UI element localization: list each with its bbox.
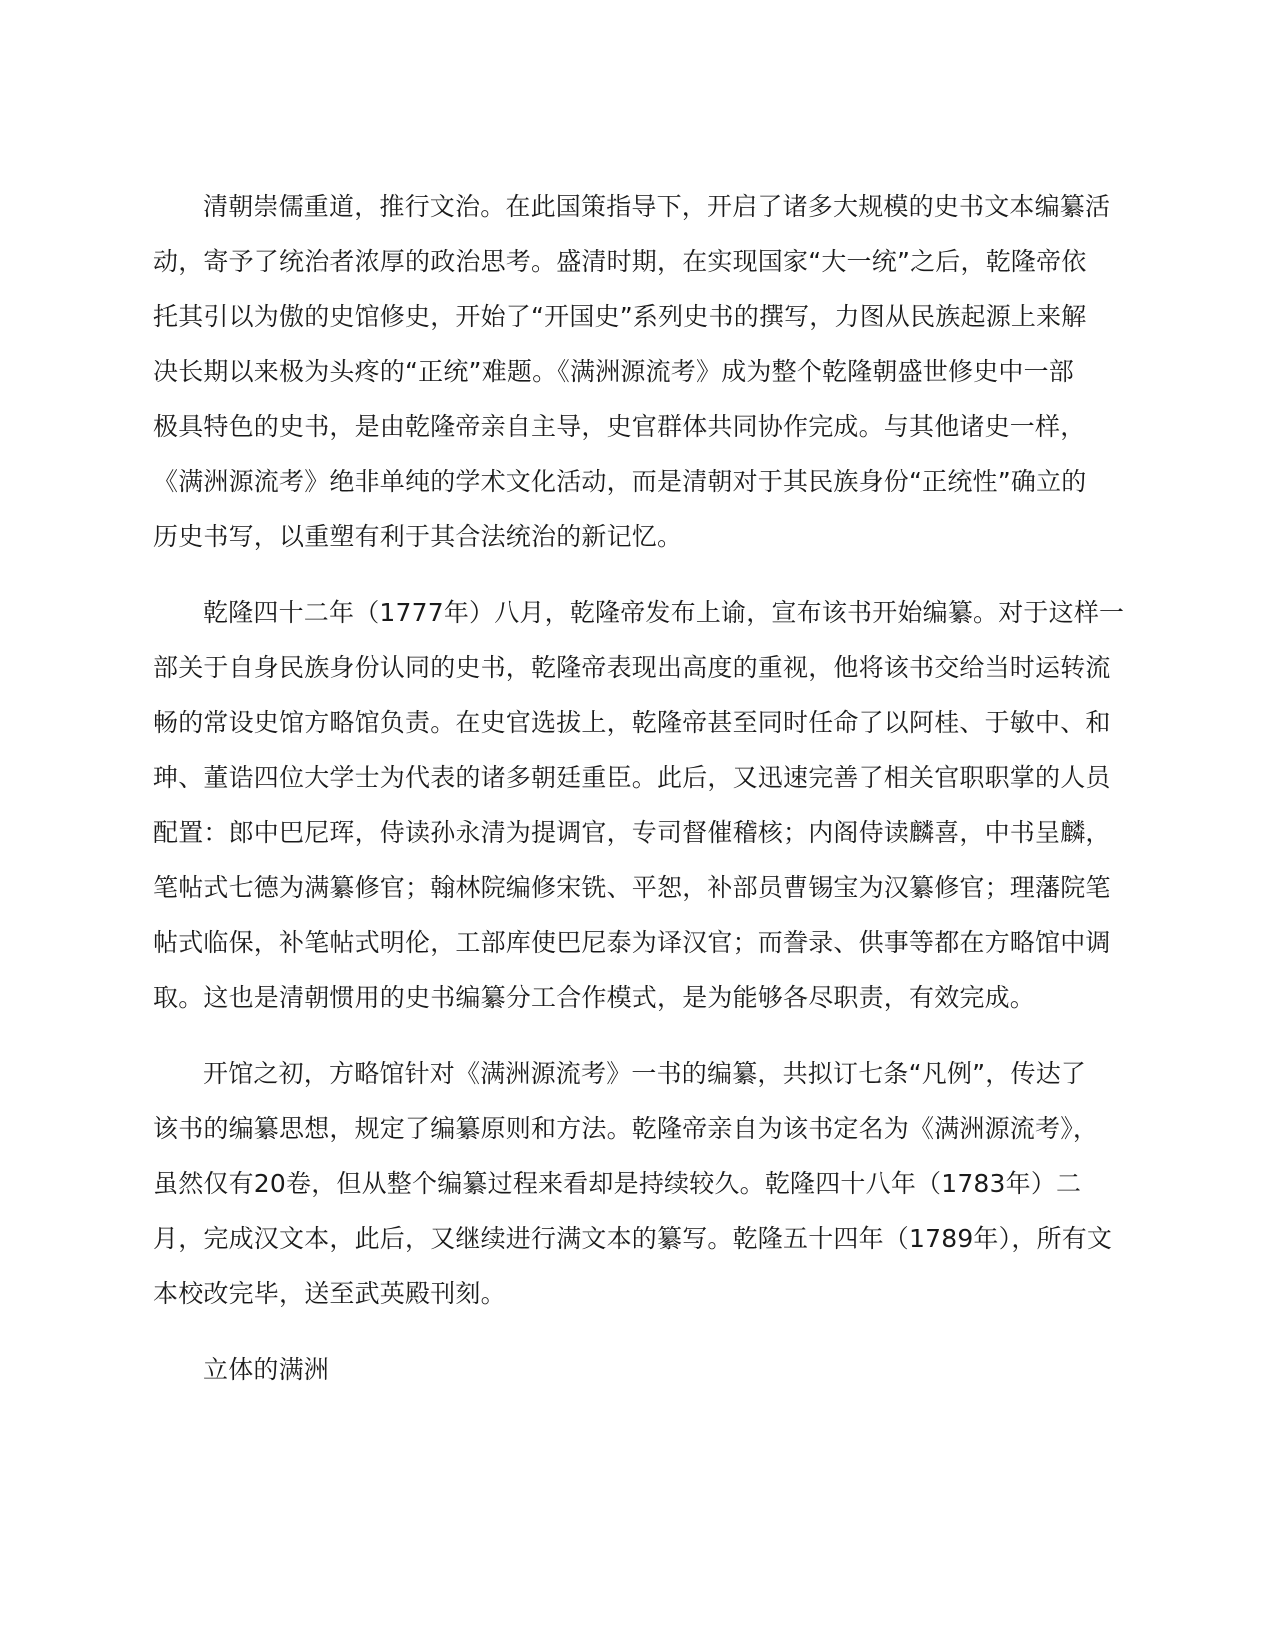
text-line: 本校改完毕，送至武英殿刊刻。 (153, 1279, 506, 1308)
text-line: 取。这也是清朝惯用的史书编纂分工合作模式，是为能够各尽职责，有效完成。 (153, 983, 1036, 1012)
text-line: 帖式临保，补笔帖式明伦，工部库使巴尼泰为译汉官；而誊录、供事等都在方略馆中调 (153, 928, 1111, 957)
text-line: 决长期以来极为头疼的“正统”难题。《满洲源流考》成为整个乾隆朝盛世修史中一部 (153, 357, 1075, 386)
text-line: 动，寄予了统治者浓厚的政治思考。盛清时期，在实现国家“大一统”之后，乾隆帝依 (153, 247, 1087, 276)
text-line: 清朝崇儒重道，推行文治。在此国策指导下，开启了诸多大规模的史书文本编纂活 (203, 192, 1111, 221)
text-line: 托其引以为傲的史馆修史，开始了“开国史”系列史书的撰写，力图从民族起源上来解 (153, 302, 1087, 331)
text-line: 立体的满洲 (203, 1355, 330, 1384)
text-line: 畅的常设史馆方略馆负责。在史官选拔上，乾隆帝甚至同时任命了以阿桂、于敏中、和 (153, 708, 1111, 737)
text-line: 笔帖式七德为满纂修官；翰林院编修宋铣、平恕，补部员曹锡宝为汉纂修官；理藩院笔 (153, 873, 1111, 902)
text-line: 虽然仅有20卷，但从整个编纂过程来看却是持续较久。乾隆四十八年（1783年）二 (153, 1169, 1082, 1198)
text-line: 历史书写，以重塑有利于其合法统治的新记忆。 (153, 522, 683, 551)
text-line: 珅、董诰四位大学士为代表的诸多朝廷重臣。此后，又迅速完善了相关官职职掌的人员 (153, 763, 1111, 792)
text-line: 配置：郎中巴尼珲，侍读孙永清为提调官，专司督催稽核；内阁侍读麟喜，中书呈麟， (153, 818, 1111, 847)
text-line: 开馆之初，方略馆针对《满洲源流考》一书的编纂，共拟订七条“凡例”，传达了 (203, 1059, 1087, 1088)
text-line: 部关于自身民族身份认同的史书，乾隆帝表现出高度的重视，他将该书交给当时运转流 (153, 653, 1111, 682)
text-line: 该书的编纂思想，规定了编纂原则和方法。乾隆帝亲自为该书定名为《满洲源流考》， (153, 1114, 1099, 1143)
text-line: 乾隆四十二年（1777年）八月，乾隆帝发布上谕，宣布该书开始编纂。对于这样一 (203, 598, 1125, 627)
text-line: 《满洲源流考》绝非单纯的学术文化活动，而是清朝对于其民族身份“正统性”确立的 (153, 467, 1087, 496)
text-line: 极具特色的史书，是由乾隆帝亲自主导，史官群体共同协作完成。与其他诸史一样， (153, 412, 1086, 441)
text-line: 月，完成汉文本，此后，又继续进行满文本的纂写。乾隆五十四年（1789年），所有文 (153, 1224, 1113, 1253)
